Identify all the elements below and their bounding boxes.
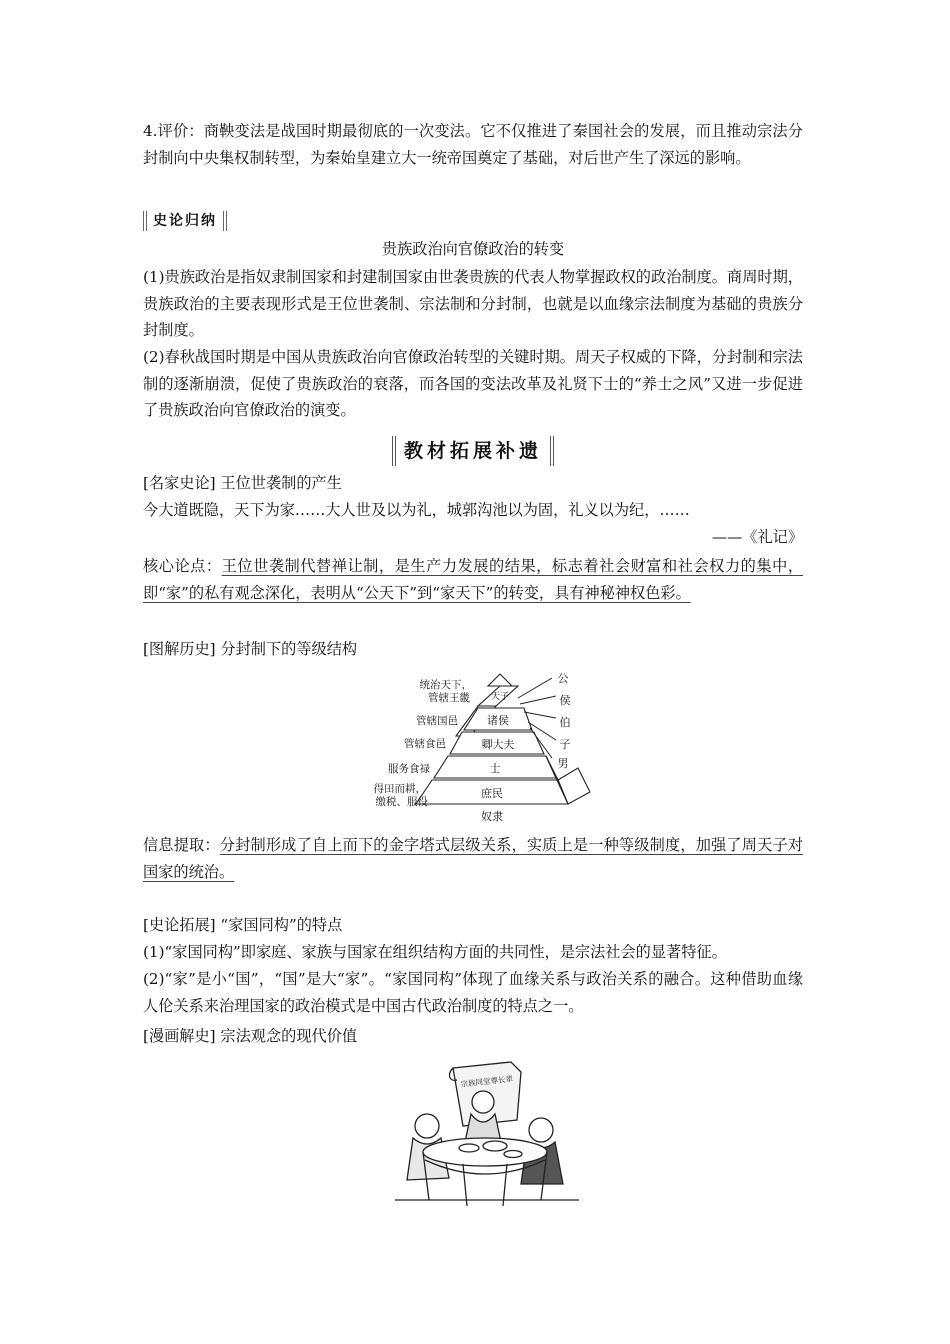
family-dinner-cartoon bbox=[383, 1060, 583, 1210]
rank-hou: 侯 bbox=[559, 694, 571, 707]
paragraph-1: (1)贵族政治是指奴隶制国家和封建制国家由世袭贵族的代表人物掌握政权的政治制度。商周时期，贵族政治的主要表现形式是王位世袭制、宗法制和分封制，也就是以血缘宗法制度为基础的贵族分封制度。 bbox=[143, 268, 803, 339]
cartoon-man-head bbox=[529, 1118, 553, 1142]
core-argument-label: 核心论点： bbox=[143, 557, 222, 575]
level-shi: 士 bbox=[489, 762, 501, 775]
tujie-heading: [图解历史] 分封制下的等级结构 bbox=[143, 640, 358, 658]
tuozhan-paragraph-2: (2)“家”是小“国”，“国”是大“家”。“家国同构”体现了血缘关系与政治关系的融合。这种借助血缘人伦关系来治理国家的政治模式是中国古代政治制度的特点之一。 bbox=[143, 970, 803, 1015]
rank-bo: 伯 bbox=[559, 716, 571, 729]
section-title: 贵族政治向官僚政治的转变 bbox=[381, 240, 565, 258]
paragraph-2: (2)春秋战国时期是中国从贵族政治向官僚政治转型的关键时期。周天子权威的下降，分封制和宗法制的逐渐崩溃，促使了贵族政治的衰落，而各国的变法改革及礼贤下士的“养士之风”又进一步促进了贵族政治向官僚政治的演变。 bbox=[143, 348, 803, 419]
level-qingdafu: 卿大夫 bbox=[481, 738, 515, 751]
evaluation-paragraph: 4.评价：商鞅变法是战国时期最彻底的一次变法。它不仅推进了秦国社会的发展，而且推动宗法分封制向中央集权制转型，为秦始皇建立大一统帝国奠定了基础，对后世产生了深远的影响。 bbox=[143, 122, 803, 167]
level-zhuhou: 诸侯 bbox=[487, 714, 509, 727]
quote-source: ——《礼记》 bbox=[711, 528, 803, 546]
left-label-5: 服务食禄 bbox=[388, 763, 430, 775]
section-banner-label: 教材拓展补遗 bbox=[392, 436, 554, 466]
rank-zi: 子 bbox=[559, 738, 571, 751]
level-tianzi: 天子 bbox=[490, 692, 510, 702]
tuozhan-paragraph-1: (1)“家国同构”即家庭、家族与国家在组织结构方面的共同性，是宗法社会的显著特征。 bbox=[143, 943, 727, 961]
cartoon-bowl-2 bbox=[483, 1141, 507, 1151]
left-label-1: 统治天下， bbox=[419, 679, 472, 691]
rank-arrow-3 bbox=[524, 712, 556, 718]
cartoon-poster-text: 宗族同堂尊长辈 bbox=[460, 1074, 514, 1089]
pyramid-apex bbox=[488, 674, 512, 686]
core-argument-text: 王位世袭制代替禅让制，是生产力发展的结果，标志着社会财富和社会权力的集中，即“家”的私有观念深化，表明从“公天下”到“家天下”的转变，具有神秘神权色彩。 bbox=[143, 557, 804, 602]
cartoon-bowl-3 bbox=[504, 1151, 522, 1158]
manhua-heading: [漫画解史] 宗法观念的现代价值 bbox=[143, 1027, 358, 1045]
cartoon-bowl-1 bbox=[459, 1144, 479, 1152]
info-extraction-label: 信息提取： bbox=[143, 836, 220, 854]
rank-arrow-1 bbox=[518, 678, 552, 698]
core-argument bbox=[143, 553, 803, 606]
mingjia-heading: [名家史论] 王位世袭制的产生 bbox=[143, 474, 342, 492]
section-tag-shilun-guina bbox=[143, 210, 803, 231]
cartoon-elder-head bbox=[472, 1091, 494, 1113]
rank-arrow-2 bbox=[520, 696, 556, 704]
left-label-4: 管辖食邑 bbox=[404, 738, 446, 750]
rank-nan: 男 bbox=[557, 757, 569, 770]
cartoon-table-top bbox=[423, 1138, 547, 1166]
quote-text: 今大道既隐，天下为家……大人世及以为礼，城郭沟池以为固，礼义以为纪，…… bbox=[143, 501, 690, 519]
left-label-6: 得田而耕， bbox=[373, 783, 426, 795]
level-shumin: 庶民 bbox=[481, 787, 503, 800]
tuozhan-heading: [史论拓展] “家国同构”的特点 bbox=[143, 916, 343, 934]
cartoon-woman-head bbox=[415, 1114, 439, 1138]
left-label-2: 管辖王畿 bbox=[428, 692, 470, 704]
rank-gong: 公 bbox=[557, 672, 569, 685]
fengjian-pyramid-diagram bbox=[360, 668, 720, 826]
section-tag-label: 史论归纳 bbox=[143, 211, 227, 231]
info-extraction-text: 分封制形成了自上而下的金字塔式层级关系，实质上是一种等级制度，加强了周天子对国家的统治。 bbox=[143, 836, 804, 881]
left-label-7: 缴税、服役 bbox=[375, 796, 428, 808]
level-nuli: 奴隶 bbox=[481, 810, 503, 823]
info-extraction bbox=[143, 832, 803, 885]
left-label-3: 管辖国邑 bbox=[416, 715, 458, 727]
section-banner bbox=[143, 436, 803, 466]
